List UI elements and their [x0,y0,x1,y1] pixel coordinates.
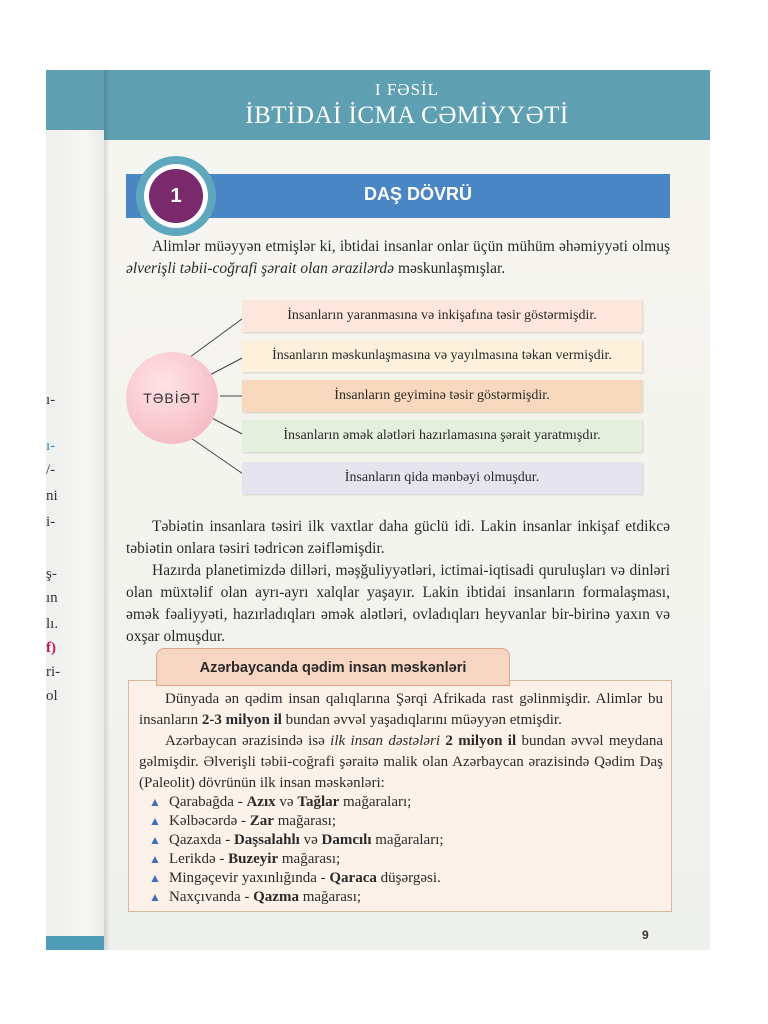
left-page-fragment: lı. [46,616,59,632]
section-title-tab: Azərbaycanda qədim insan məskənləri [156,648,510,686]
connector-line [208,416,246,436]
left-page-fragment: f) [46,640,56,656]
left-page-header-strip [46,70,104,130]
chapter-label: I FƏSİL [374,80,440,99]
triangle-bullet-icon: ▲ [149,852,161,866]
body-paragraph-1: Təbiətin insanlara təsiri ilk vaxtlar daha güclü idi. Lakin insanlar inkişaf etdikcə təbiətin onlara təsiri tədricən zəifləmişdir. [126,518,670,557]
left-page-fragment: ı- [46,438,56,454]
lesson-number-badge: 1 [149,169,203,223]
chapter-header [104,70,710,140]
list-item: ▲ Naxçıvanda - Qazma mağarası; [149,889,362,905]
triangle-bullet-icon: ▲ [149,795,161,809]
section-text: Dünyada ən qədim insan qalıqlarına Şərqi Afrikada rast gəlinmişdir. Alimlər bu insanların [139,691,663,728]
list-item: ▲ Mingəçevir yaxınlığında - Qaraca düşərgəsi. [149,870,441,886]
section-bold-text: 2-3 milyon il [201,712,282,728]
left-page-fragment: ş- [46,566,57,582]
chapter-title: İBTİDAİ İCMA CƏMİYYƏTİ [245,102,569,129]
section-italic-text: ilk insan dəstələri [330,733,441,749]
section-paragraph-2 [139,731,663,794]
section-bold-text: 2 milyon il [440,733,517,749]
intro-text-end: məskunlaşmışlar. [394,260,506,277]
site-list [149,793,444,907]
left-page-fragment: ri- [46,664,61,680]
left-page-footer-strip [46,936,104,950]
section-text: Azərbaycan ərazisində isə [165,733,331,749]
diagram-box: İnsanların geyiminə təsir göstərmişdir. [242,380,642,412]
list-item: ▲ Kəlbəcərdə - Zar mağarası; [149,813,337,829]
triangle-bullet-icon: ▲ [149,871,161,885]
left-page-fragment: ı- [46,392,56,408]
lesson-title: DAŞ DÖVRÜ [363,184,472,204]
section-text: bundan əvvəl meydana gəlmişdir. Əlverişli təbii-coğrafi şəraitə malik olan Azərbaycan ərazisində Qədim Daş (Paleolit) dövrünün ilk insan məskənləri: [139,733,664,791]
connector-line [188,436,246,476]
intro-paragraph [126,236,670,280]
intro-italic-text: əlverişli təbii-coğrafi şərait olan ərazilərdə [126,260,395,277]
left-page-fragment: i- [46,514,56,530]
left-page-fragment: /- [46,462,56,478]
list-item: ▲ Qarabağda - Azıx və Tağlar mağaraları; [149,794,412,810]
triangle-bullet-icon: ▲ [149,814,161,828]
left-page-fragment: ın [46,590,58,606]
connector-line [186,316,246,360]
left-page-fragment: ni [46,488,58,504]
section-box [128,680,672,912]
diagram-box: İnsanların yaranmasına və inkişafına təsir göstərmişdir. [242,300,642,332]
left-page-fragment: ol [46,688,58,704]
page-gutter-shadow [104,70,110,950]
list-item: ▲ Lerikdə - Buzeyir mağarası; [149,851,341,867]
nature-bubble: TƏBİƏT [126,352,218,444]
page-number: 9 [642,928,649,942]
triangle-bullet-icon: ▲ [149,833,161,847]
diagram-box: İnsanların əmək alətləri hazırlamasına şərait yaratmışdır. [242,420,642,452]
diagram-box: İnsanların qida mənbəyi olmuşdur. [242,462,642,494]
body-paragraph-2: Hazırda planetimizdə dilləri, məşğuliyyətləri, ictimai-iqtisadi quruluşları və dinləri olan müxtəlif olan ayrı-ayrı xalqlar yaşayır. Lakin ibtidai insanların formalaşması, əmək fəaliyyəti, hazırladıqları əmək alətləri, ovladıqları heyvanlar bir-birinə yaxın və oxşar olmuşdur. [126,562,670,645]
section-text: bundan əvvəl yaşadıqlarını müəyyən etmişdir. [281,712,562,728]
intro-text: Alimlər müəyyən etmişlər ki, ibtidai insanlar onlar üçün mühüm əhəmiyyəti olmuş [152,238,670,255]
list-item: ▲ Qazaxda - Daşsalahlı və Damcılı mağaraları; [149,832,444,848]
left-page-edge [46,70,104,950]
diagram-box: İnsanların məskunlaşmasına və yayılmasına təkan vermişdir. [242,340,642,372]
triangle-bullet-icon: ▲ [149,890,161,904]
textbook-page [104,70,710,950]
section-paragraph-1 [139,689,663,731]
